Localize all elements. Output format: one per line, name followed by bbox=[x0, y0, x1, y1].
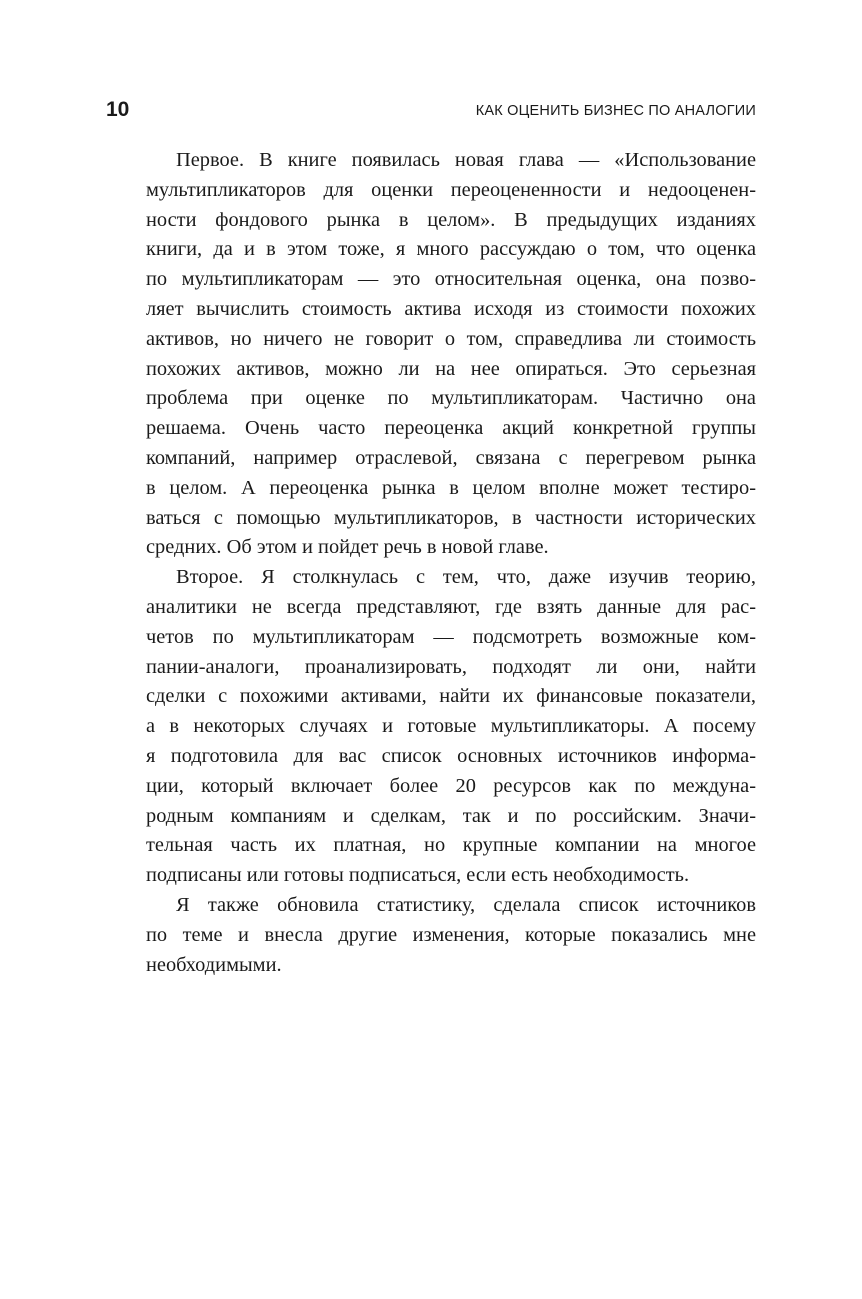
text-line: подписаны или готовы подписаться, если есть необходимость. bbox=[146, 864, 690, 887]
text-line: Я также обновила статистику, сделала список источников bbox=[176, 893, 756, 916]
text-line: пании-аналоги, проанализировать, подходят ли они, найти bbox=[146, 655, 756, 678]
text-line: аналитики не всегда представляют, где взять данные для рас- bbox=[146, 595, 756, 618]
paragraph bbox=[146, 563, 756, 891]
paragraph bbox=[146, 891, 756, 980]
body-text bbox=[146, 146, 756, 980]
text-line: по мультипликаторам — это относительная оценка, она позво- bbox=[146, 268, 756, 291]
text-line: проблема при оценке по мультипликаторам. Частично она bbox=[146, 387, 756, 410]
text-line: компаний, например отраслевой, связана с перегревом рынка bbox=[146, 446, 756, 469]
text-line: по теме и внесла другие изменения, которые показались мне bbox=[146, 923, 756, 946]
text-line: похожих активов, можно ли на нее опираться. Это серьезная bbox=[146, 357, 756, 380]
text-line: книги, да и в этом тоже, я много рассуждаю о том, что оценка bbox=[146, 238, 756, 261]
text-line: родным компаниям и сделкам, так и по российским. Значи- bbox=[146, 804, 756, 827]
text-line: я подготовила для вас список основных источников информа- bbox=[146, 744, 756, 767]
text-line: средних. Об этом и пойдет речь в новой главе. bbox=[146, 536, 549, 559]
text-line: ности фондового рынка в целом». В предыдущих изданиях bbox=[146, 208, 756, 231]
text-line: тельная часть их платная, но крупные компании на многое bbox=[146, 834, 756, 857]
page-number: 10 bbox=[106, 98, 130, 121]
text-line: ции, который включает более 20 ресурсов как по междуна- bbox=[146, 774, 756, 797]
text-line: Второе. Я столкнулась с тем, что, даже изучив теорию, bbox=[176, 566, 756, 589]
text-line: необходимыми. bbox=[146, 953, 282, 976]
text-line: Первое. В книге появилась новая глава — «Использование bbox=[176, 149, 756, 171]
running-title: КАК ОЦЕНИТЬ БИЗНЕС ПО АНАЛОГИИ bbox=[475, 103, 756, 119]
text-line: сделки с похожими активами, найти их финансовые показатели, bbox=[146, 685, 756, 708]
text-line: ваться с помощью мультипликаторов, в частности исторических bbox=[146, 506, 756, 529]
text-line: четов по мультипликаторам — подсмотреть возможные ком- bbox=[146, 625, 756, 648]
text-line: а в некоторых случаях и готовые мультипликаторы. А посему bbox=[146, 715, 756, 738]
text-line: решаема. Очень часто переоценка акций конкретной группы bbox=[146, 417, 756, 440]
text-line: мультипликаторов для оценки переоцененности и недооценен- bbox=[146, 178, 756, 201]
paragraph bbox=[146, 146, 756, 563]
text-line: активов, но ничего не говорит о том, справедлива ли стоимость bbox=[146, 327, 756, 350]
text-line: в целом. А переоценка рынка в целом вполне может тестиро- bbox=[146, 476, 756, 499]
text-line: ляет вычислить стоимость актива исходя из стоимости похожих bbox=[146, 297, 756, 320]
